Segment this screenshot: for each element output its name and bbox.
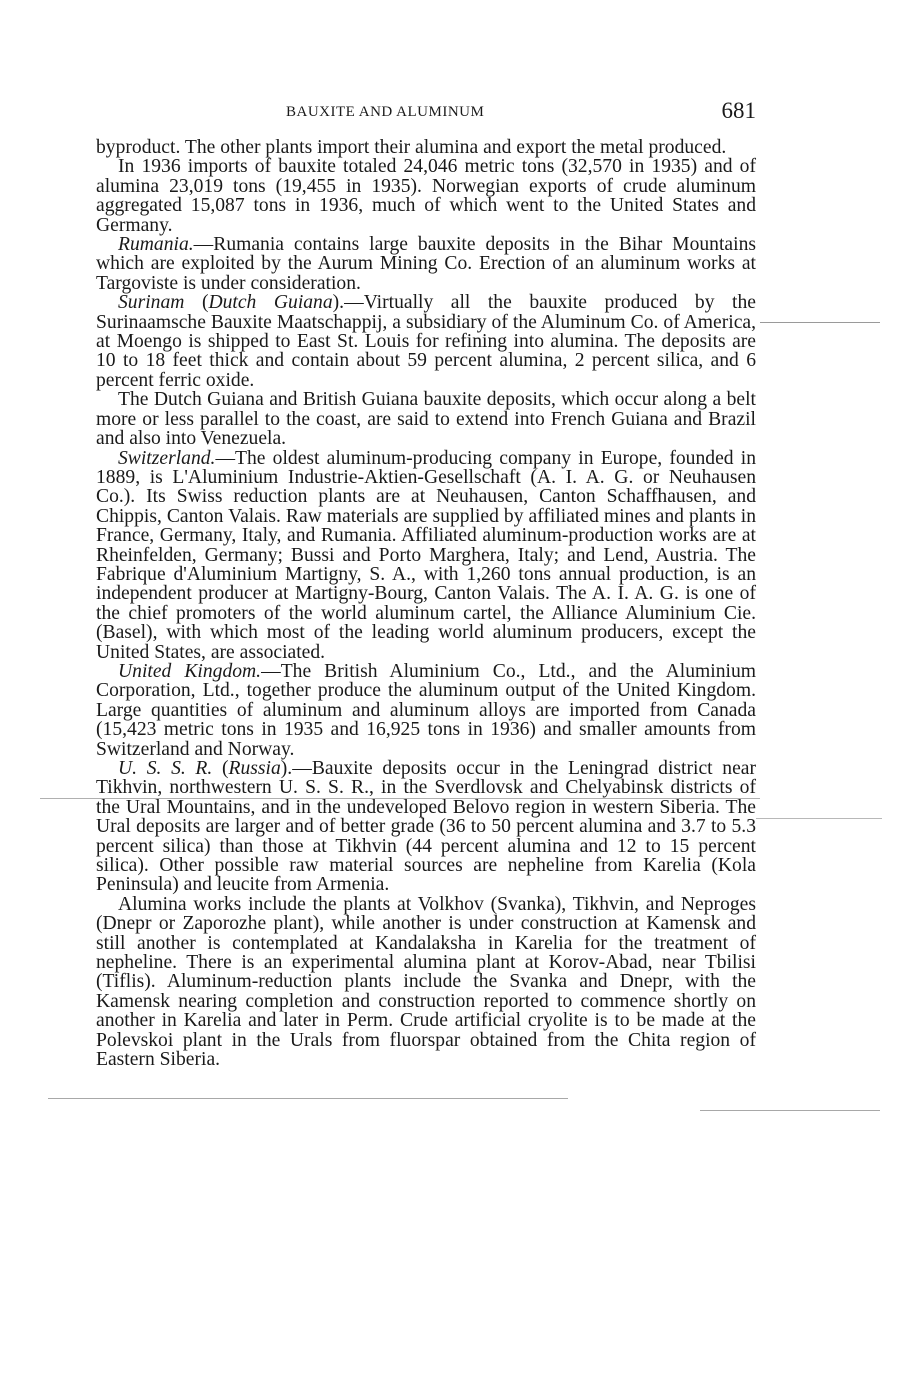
scan-rule-2 bbox=[40, 798, 760, 799]
section-heading-ussr-paren: Russia bbox=[228, 758, 281, 779]
paragraph-text: —Virtually all the bauxite produced by the Surinaamsche Bauxite Maatschappij, a subsidiary of the Aluminum Co. of America, at Moengo is shipped to East St. Louis for refining into alumina. The deposits are 10 to 18 feet thick and contain about 59 percent alumina, 2 percent silica, and 6 percent ferric oxide. bbox=[96, 292, 756, 391]
running-title: BAUXITE AND ALUMINUM bbox=[286, 104, 485, 120]
body-text bbox=[96, 138, 756, 1070]
running-head bbox=[96, 98, 756, 132]
scan-rule-4 bbox=[48, 1098, 568, 1099]
paragraph-text: byproduct. The other plants import their alumina and export the metal produced. bbox=[96, 137, 727, 158]
paragraph-byproduct bbox=[96, 138, 756, 157]
scan-rule-1 bbox=[760, 322, 880, 323]
section-heading-surinam-paren: Dutch Guiana bbox=[208, 292, 333, 314]
paragraph-text: The Dutch Guiana and British Guiana bauxite deposits, which occur along a belt more or less parallel to the coast, are said to extend into French Guiana and Brazil and also into Venezuela. bbox=[96, 389, 756, 450]
section-heading-rumania: Rumania. bbox=[118, 234, 194, 256]
scan-rule-5 bbox=[700, 1110, 880, 1111]
paragraph-text: In 1936 imports of bauxite totaled 24,046 metric tons (32,570 in 1935) and of alumina 23,019 tons (19,455 in 1935). Norwegian exports of crude aluminum aggregated 15,087 tons in 1936, much of which went to the United States and Germany. bbox=[96, 156, 756, 236]
paragraph-guiana bbox=[96, 390, 756, 448]
paragraph-text: Alumina works include the plants at Volkhov (Svanka), Tikhvin, and Neproges (Dnepr or Zaporozhe plant), while another is under construction at Kamensk and still another is contemplated at Kandalaksha in Karelia for the treatment of nepheline. There is an experimental alumina plant at Korov-Abad, near Tbilisi (Tiflis). Aluminum-reduction plants include the Svanka and Dnepr, with the Kamensk nearing completion and construction reported to commence shortly on another in Karelia and later in Perm. Crude artificial cryolite is to be made at the Polevskoi plant in the Urals from fluorspar obtained from the Chita region of Eastern Siberia. bbox=[96, 893, 756, 1071]
section-heading-switzerland: Switzerland. bbox=[118, 447, 216, 469]
paragraph-surinam: Surinam (Dutch Guiana).—Virtually all the bauxite produced by the Surinaamsche Bauxite Maatschappij, a subsidiary of the Aluminum Co. of America, at Moengo is shipped to East St. Louis for refining into alumina. The deposits are 10 to 18 feet thick and contain about 59 percent alumina, 2 percent silica, and 6 percent ferric oxide. bbox=[96, 292, 756, 391]
paragraph-imports bbox=[96, 157, 756, 235]
paragraph-text: —The oldest aluminum-producing company in Europe, founded in 1889, is L'Aluminium Industrie-Aktien-Gesellschaft (A. I. A. G. or Neuhausen Co.). Its Swiss reduction plants are at Neuhausen, Canton Schaffhausen, and Chippis, Canton Valais. Raw materials are supplied by affiliated mines and plants in France, Germany, Italy, and Rumania. Affiliated aluminum-production works are at Rheinfelden, Germany; Bussi and Porto Marghera, Italy; and Lend, Austria. The Fabrique d'Aluminium Martigny, S. A., with 1,260 tons annual production, is an independent producer at Martigny-Bourg, Canton Valais. The A. I. A. G. is one of the chief promoters of the world aluminum cartel, the Alliance Aluminium Cie. (Basel), with which most of the leading world aluminum producers, except the United States, are associated. bbox=[96, 447, 756, 663]
section-heading-united-kingdom: United Kingdom. bbox=[118, 660, 262, 682]
paragraph-united-kingdom bbox=[96, 662, 756, 759]
section-heading-surinam: Surinam bbox=[118, 292, 185, 314]
paragraph-switzerland bbox=[96, 449, 756, 662]
paragraph-text: —Bauxite deposits occur in the Leningrad district near Tikhvin, northwestern U. S. S. R., in the Sverdlovsk and Chelyabinsk districts of the Ural Mountains, and in the undeveloped Belovo region in western Siberia. The Ural deposits are larger and of better grade (36 to 50 percent alumina and 3.7 to 5.3 percent silica) than those at Tikhvin (44 percent alumina and 12 to 15 percent silica). Other possible raw material sources are nepheline from Karelia (Kola Peninsula) and leucite from Armenia. bbox=[96, 758, 756, 896]
paragraph-alumina-works bbox=[96, 895, 756, 1070]
paragraph-text: —Rumania contains large bauxite deposits in the Bihar Mountains which are exploited by the Aurum Mining Co. Erection of an aluminum works at Targoviste is under consideration. bbox=[96, 234, 756, 294]
page-number: 681 bbox=[721, 98, 756, 123]
paragraph-ussr: U. S. S. R. (Russia).—Bauxite deposits occur in the Leningrad district near Tikhvin, northwestern U. S. S. R., in the Sverdlovsk and Chelyabinsk districts of the Ural Mountains, and in the undeveloped Belovo region in western Siberia. The Ural deposits are larger and of better grade (36 to 50 percent alumina and 3.7 to 5.3 percent silica) than those at Tikhvin (44 percent alumina and 12 to 15 percent silica). Other possible raw material sources are nepheline from Karelia (Kola Peninsula) and leucite from Armenia. bbox=[96, 758, 756, 896]
paragraph-text: —The British Aluminium Co., Ltd., and the Aluminium Corporation, Ltd., together produce the aluminum output of the United Kingdom. Large quantities of aluminum and aluminum alloys are imported from Canada (15,423 metric tons in 1935 and 16,925 tons in 1936) and smaller amounts from Switzerland and Norway. bbox=[96, 660, 756, 760]
scan-rule-3 bbox=[756, 818, 882, 819]
section-heading-ussr: U. S. S. R. bbox=[118, 758, 213, 779]
paragraph-rumania bbox=[96, 235, 756, 293]
